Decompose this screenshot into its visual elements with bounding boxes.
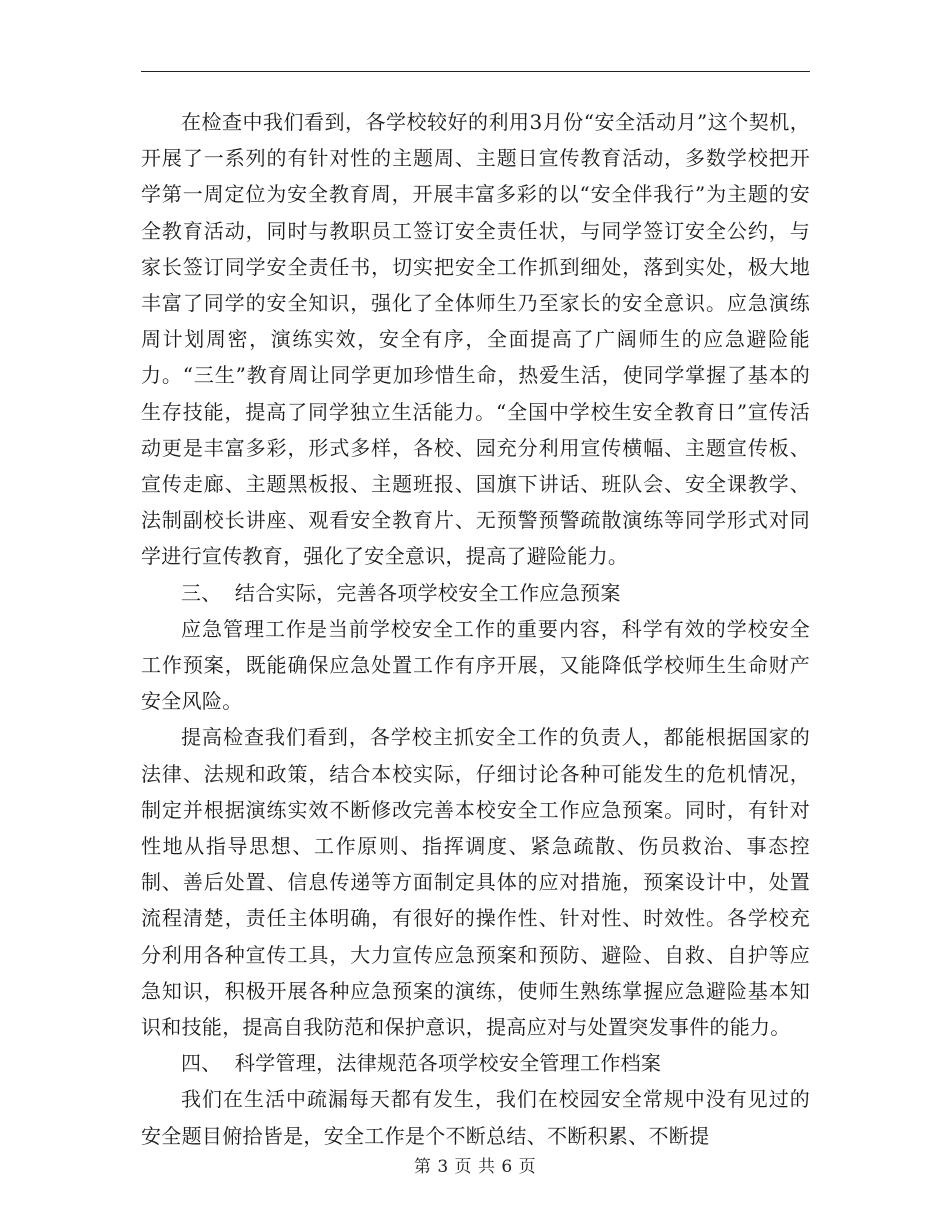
section-heading-4: 四、 科学管理，法律规范各项学校安全管理工作档案	[181, 1051, 662, 1076]
page-footer: 第 3 页 共 6 页	[413, 1157, 537, 1177]
paragraph-archives: 我们在生活中疏漏每天都有发生，我们在校园安全常规中没有见过的安全题目俯拾皆是，安全工作是个不断总结、不断积累、不断提	[141, 1087, 810, 1148]
paragraph-activities: 在检查中我们看到，各学校较好的利用3月份“安全活动月”这个契机，开展了一系列的有针对性的主题周、主题日宣传教育活动，多数学校把开学第一周定位为安全教育周，开展丰富多彩的以“安全伴我行”为主题的安全教育活动，同时与教职员工签订安全责任状，与同学签订安全公约，与家长签订同学安全责任书，切实把安全工作抓到细处，落到实处，极大地丰富了同学的安全知识，强化了全体师生乃至家长的安全意识。应急演练周计划周密，演练实效，安全有序，全面提高了广阔师生的应急避险能力。“三生”教育周让同学更加珍惜生命，热爱生活，使同学掌握了基本的生存技能，提高了同学独立生活能力。“全国中学校生安全教育日”宣传活动更是丰富多彩，形式多样，各校、园充分利用宣传横幅、主题宣传板、宣传走廊、主题黑板报、主题班报、国旗下讲话、班队会、安全课教学、法制副校长讲座、观看安全教育片、无预警预警疏散演练等同学形式对同学进行宣传教育，强化了安全意识，提高了避险能力。	[141, 110, 810, 569]
paragraph-emergency-plans: 提高检查我们看到，各学校主抓安全工作的负责人，都能根据国家的法律、法规和政策，结合本校实际，仔细讨论各种可能发生的危机情况，制定并根据演练实效不断修改完善本校安全工作应急预案。同时，有针对性地从指导思想、工作原则、指挥调度、紧急疏散、伤员救治、事态控制、善后处置、信息传递等方面制定具体的应对措施，预案设计中，处置流程清楚，责任主体明确，有很好的操作性、针对性、时效性。各学校充分利用各种宣传工具，大力宣传应急预案和预防、避险、自救、自护等应急知识，积极开展各种应急预案的演练，使师生熟练掌握应急避险基本知识和技能，提高自我防范和保护意识，提高应对与处置突发事件的能力。	[141, 725, 810, 1040]
document-body	[141, 104, 810, 1154]
header-rule	[141, 71, 810, 72]
paragraph-emergency-management: 应急管理工作是当前学校安全工作的重要内容，科学有效的学校安全工作预案，既能确保应急处置工作有序开展，又能降低学校师生生命财产安全风险。	[141, 616, 810, 714]
section-heading-3: 三、 结合实际，完善各项学校安全工作应急预案	[181, 580, 621, 605]
